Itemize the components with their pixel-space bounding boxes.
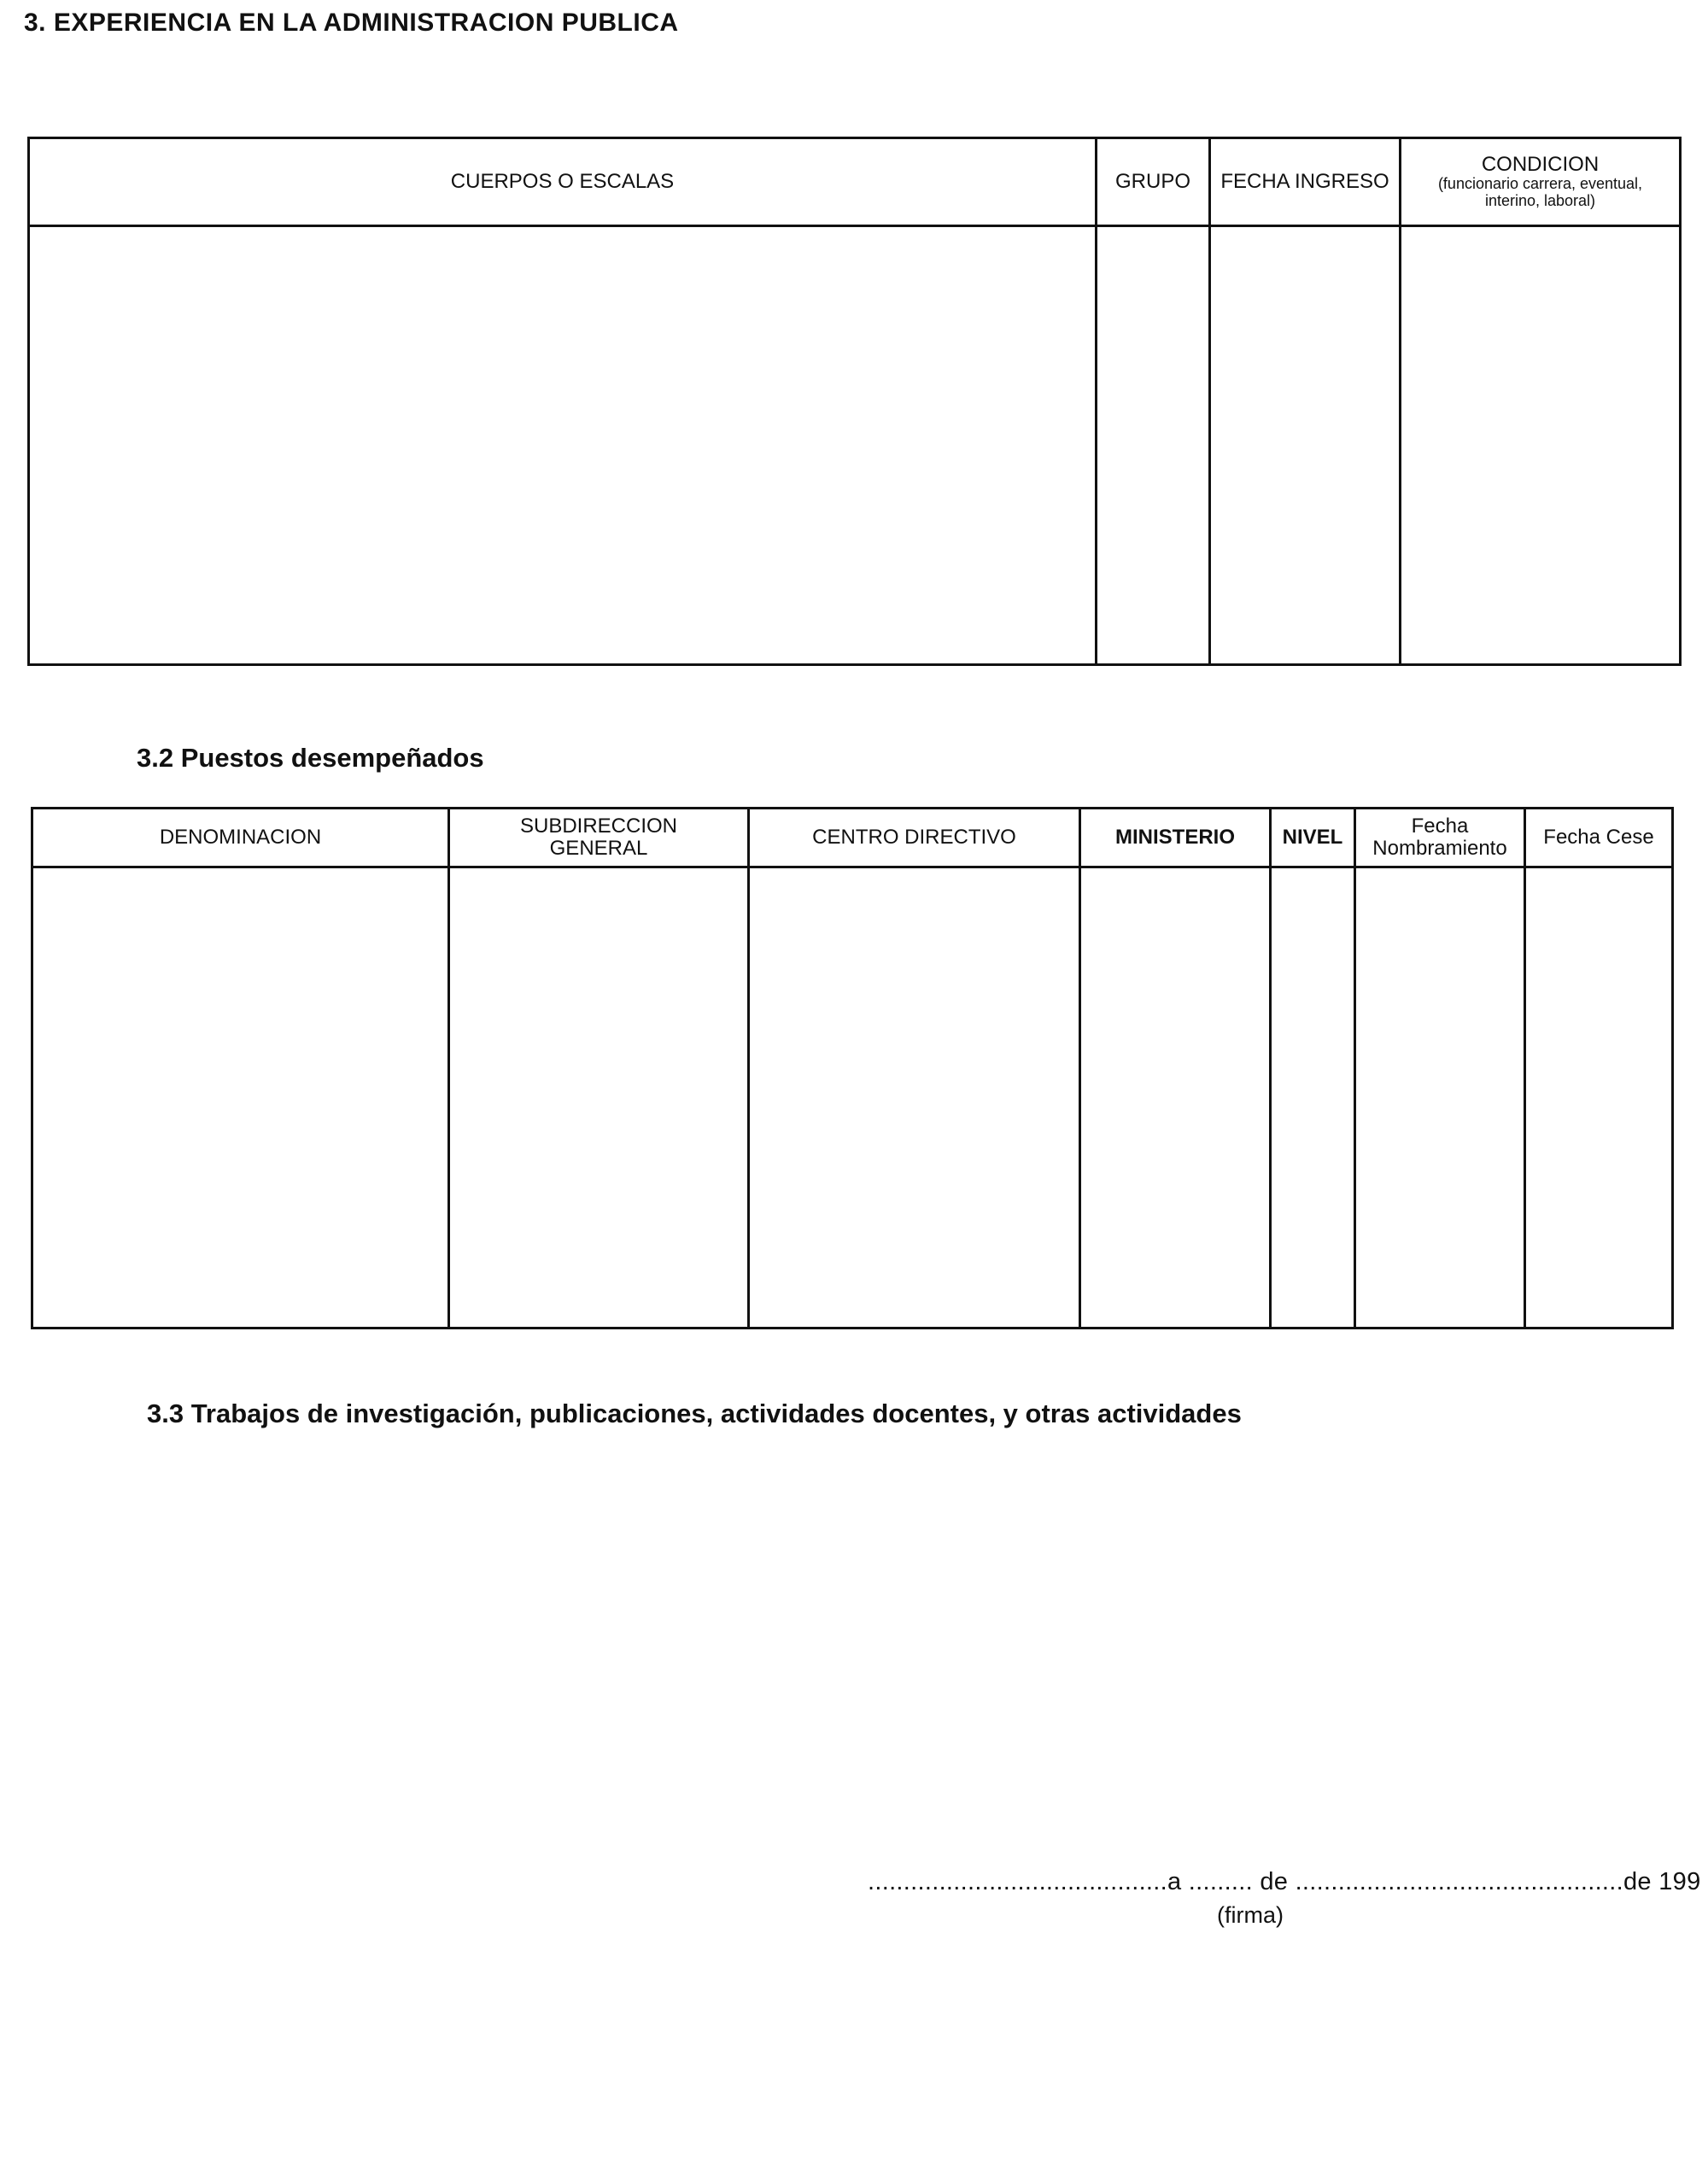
- header-grupo: [1097, 139, 1208, 225]
- column-divider: [747, 809, 750, 1327]
- header-note: (funcionario carrera, eventual,: [1437, 175, 1643, 193]
- header-divider: [30, 225, 1679, 227]
- signature-label: (firma): [1217, 1902, 1284, 1928]
- header-label: CONDICION: [1481, 153, 1600, 176]
- header-label: DENOMINACION: [159, 825, 322, 849]
- subsection-title-trabajos: 3.3 Trabajos de investigación, publicaciones, actividades docentes, y otras actividades: [147, 1399, 1242, 1428]
- experience-table: [27, 137, 1682, 666]
- header-label: SUBDIRECCION: [519, 814, 678, 838]
- header-condicion: [1401, 139, 1679, 225]
- header-note: interino, laboral): [1484, 192, 1596, 210]
- header-label: Fecha Cese: [1543, 825, 1654, 849]
- column-divider: [1269, 809, 1272, 1327]
- header-label: MINISTERIO: [1114, 825, 1235, 849]
- column-divider: [1524, 809, 1526, 1327]
- header-label: FECHA INGRESO: [1220, 169, 1389, 193]
- header-cuerpos-escalas: [30, 139, 1095, 225]
- header-label: Fecha: [1411, 814, 1469, 838]
- header-subdireccion: [450, 809, 747, 866]
- header-label: CENTRO DIRECTIVO: [812, 825, 1016, 849]
- column-divider: [447, 809, 450, 1327]
- header-label: CUERPOS O ESCALAS: [450, 169, 675, 193]
- header-denominacion: [33, 809, 447, 866]
- header-centro-directivo: [750, 809, 1079, 866]
- header-label: GRUPO: [1114, 169, 1190, 193]
- header-label: GENERAL: [549, 837, 648, 860]
- positions-table: [31, 807, 1674, 1329]
- column-divider: [1079, 809, 1081, 1327]
- header-divider: [33, 866, 1671, 868]
- header-nivel: [1272, 809, 1354, 866]
- subsection-title-puestos: 3.2 Puestos desempeñados: [137, 743, 484, 773]
- section-title: 3. EXPERIENCIA EN LA ADMINISTRACION PUBLICA: [24, 9, 679, 37]
- header-fecha-nombramiento: [1356, 809, 1524, 866]
- signature-place-date: ..........................................a ......... de ..............................................de 199: [868, 1868, 1701, 1895]
- header-label: Nombramiento: [1372, 837, 1507, 860]
- header-ministerio: [1081, 809, 1269, 866]
- header-fecha-ingreso: [1211, 139, 1399, 225]
- header-label: NIVEL: [1282, 825, 1343, 849]
- header-fecha-cese: [1526, 809, 1671, 866]
- column-divider: [1354, 809, 1356, 1327]
